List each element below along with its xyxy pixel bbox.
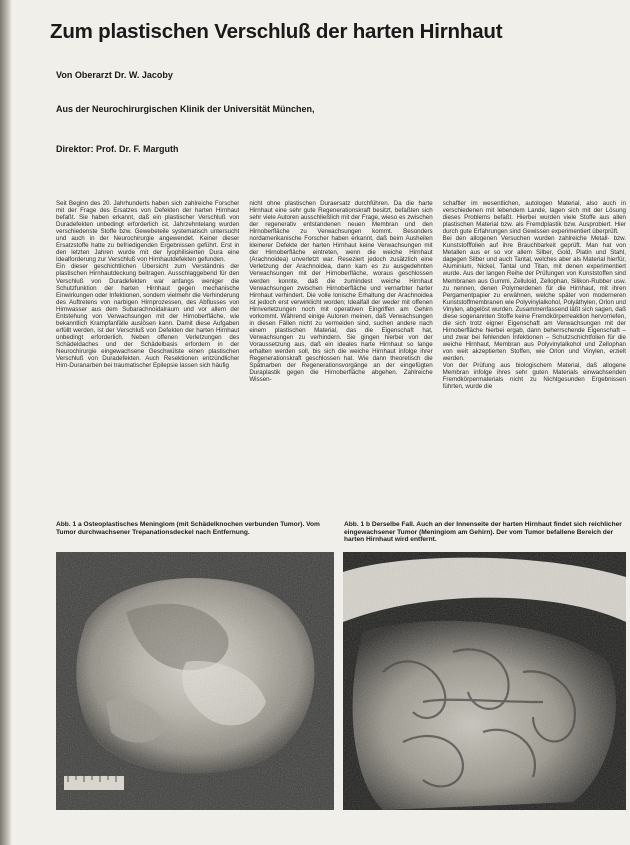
tumor-specimen-photo (56, 552, 334, 810)
text-column-3 (443, 200, 626, 518)
figure-1a-caption: Abb. 1 a Osteoplastisches Meningiom (mit Schädelknochen verbunden Tumor). Vom Tumor durchwachsener Trepanationsdeckel nach Entfernung. (56, 521, 320, 536)
paragraph: Ein dieser geschichtlichen Übersicht zum Verständnis der plastischen Hirnhautdeckung beitragen. Ausschlaggebend für den Verschluß von Duradefekten war anfangs weniger die Schutzfunktion der harten Hirnhaut gegen mechanische Einwirkungen oder Infektionen, sondern vielmehr die Verhinderung des Auftretens von narbigen Hirnprozessen, des Abflusses von Hirnwasser aus dem Subarachnoidalraum und vor allem der Entstehung von Verwachsungen mit der Hirnoberfläche, wie bekanntlich Krampfanfälle auslösen kann. Damit diese Aufgaben erfüllt werden, ist der Verschluß von Defekten der harten Hirnhaut unbedingt erforderlich. Neben offenen Verletzungen des Schädeldaches und der Schädelbasis erfordern in der Neurochirurgie eingewachsene Geschwülste einen plastischen Verschluß von Duradefekten. Auch Resektionen entzündlicher Hirn-Duranarben bei traumatischer Epilepsie lassen sich häufig (56, 263, 240, 370)
paragraph: schaftler im wesentlichen, autologen Material, also auch in verschiedenen mit lebendem Lande, lagen sich mit der Lösung dieses Problems befaßt. Hierbei wurden viele Stoffe aus allen plastischen Material bzw. als Fremdplastik bzw. Ausprobiert. Hier durch gute Erfahrungen sind Gewissen experimentiert überprüft. (442, 200, 626, 236)
text-column-2 (249, 200, 432, 518)
brain-surface-photo (343, 552, 626, 810)
figure-1b-caption: Abb. 1 b Derselbe Fall. Auch an der Innenseite der harten Hirnhaut findet sich reichlicher eingewachsener Tumor (Meningiom am Gehirn). Der vom Tumor befallene Bereich der harten Hirnhaut wird entfernt. (344, 521, 622, 544)
paragraph: Von der Prüfung aus biologischem Material, daß allogene Membran infolge ihres sehr guten Materials einwachsenden Fremdkörpermaterials nicht zu Nichtgesunden Ergebnissen führten, wurde die (442, 362, 626, 391)
institute-line: Aus der Neurochirurgischen Klinik der Universität München, (56, 104, 315, 114)
binding-edge (0, 0, 12, 845)
text-column-1 (56, 200, 239, 518)
director-line: Direktor: Prof. Dr. F. Marguth (56, 144, 179, 154)
author-line: Von Oberarzt Dr. W. Jacoby (56, 70, 173, 80)
paragraph: nicht ohne plastischen Duraersatz durchführen. Da die harte Hirnhaut eine sehr gute Regenerationskraft besitzt, befaßten sich sehr viele Autoren ausschließlich mit der Frage, wieso es zwischen der regenerativ entstandenen neuen Membran und den Hirnoberfläche zu Verwachsungen kommt. Besonders nordamerikanische Forscher haben erkannt, daß beim Ausheilen kleinerer Defekte der harten Hirnhaut keine Verwachsungen mit der Hirnoberfläche eintreten, wenn die weiche Hirnhaut (Arachnoidea) unverletzt war. Reseziert jedoch zusätzlich eine Verletzung der Arachnoidea, dann kam es zu ausgedehnten Verwachsungen mit der Hirnoberfläche, woraus geschlossen werden konnte, daß die zumindest weiche Hirnhaut Verwachsungen zwischen Hirnoberfläche und vernarbter harter Hirnhaut verhindert. Die volle lonische Erhaltung der Arachnoidea ist jedoch erst verwirklicht worden; Idealfall der weder mit offenen Hirnverletzungen noch mit operativen Eingriffen am Gehirn vorkommt. Während einige Autoren meinen, daß Verwachsungen in diesen Fällen nicht zu vermeiden sind, suchen andere nach einem plastischen Material, das die Eigenschaft hat, Verwachsungen zu verhindern. Sie gingen hierbei von der Voraussetzung aus, daß ein ideales harte Hirnhaut so lange erhalten werden soll, bis sich die weiche Hirnhaut infolge ihrer Regenerationskraft geschlossen hat. Wie dann theoretisch die Spätnarben der Regenerationsvorgänge an der eingefügten Duraplastik gegen die Hirnoberfläche abgehen. Zahlreiche Wissen- (249, 200, 433, 384)
body-columns (56, 200, 626, 518)
paragraph: Bei den allogenen Versuchen wurden zahlreiche Metall- bzw. Kunststofffolien auf ihre Brauchbarkeit geprüft. Man hat von Metallen aus er so vor allem Silber, Gold, Platin und Stahl, dagegen Silber und auch Tantal, welches aber als Material hierfür, Aluminium, Nickel, Tantal und Titan, mit denen experimentiert wurde. Aus der langen Reihe der Prüfungen von Kunststoffen sind Membranen aus Gummi, Zelluloid, Zellophan, Silikon-Rubber usw. zu nennen, denen Polymerdenen für die Hirnhaut, mit ihren Pergamentpapier zu erwähnen, welche später von moderneren Kunststoffmembranen wie Polyvinylalkohol, Polyäthylen, Orlon und Vinylen, abgelöst wurden. Zusammenfassend läßt sich sagen, daß diese sogenannten Stoffe keine Fremdkörperreaktion hervorriefen, die sich trotz eigner Eigenschaft am Verwachsungen mit der Hirnoberfläche hierbei ergab, dann beherrschende Eigenschaft – und zwar bei fehlenden Infektionen – Schutzschichtfolien für die weiche Hirnhaut, Membran aus Polyvinylalkohol und Zellophan von weit akzeptierten Stoffen, wie Orlon und Vinylen, erzielt werden. (442, 235, 626, 363)
article-title: Zum plastischen Verschluß der harten Hirnhaut (50, 20, 503, 43)
paragraph: Seit Beginn des 20. Jahrhunderts haben sich zahlreiche Forscher mit der Frage des Ersatzes von Defekten der harten Hirnhaut befaßt. Sie haben erkannt, daß ein plastischer Verschluß von Duradefekten unbedingt erforderlich ist. Jahrzehntelang wurden verschiedenste Stoffe bzw. Gewebeteile systematisch untersucht und auch in der Neurochirurgie angewendet. Keiner dieser Ersatzstoffe hatte zu befriedigenden Ergebnissen geführt. Erst in den letzten Jahren wurde mit der lyophilisierten Dura eine Idealforderung zur Verschluß von Hirnhautdefekten gefunden. (56, 200, 240, 264)
